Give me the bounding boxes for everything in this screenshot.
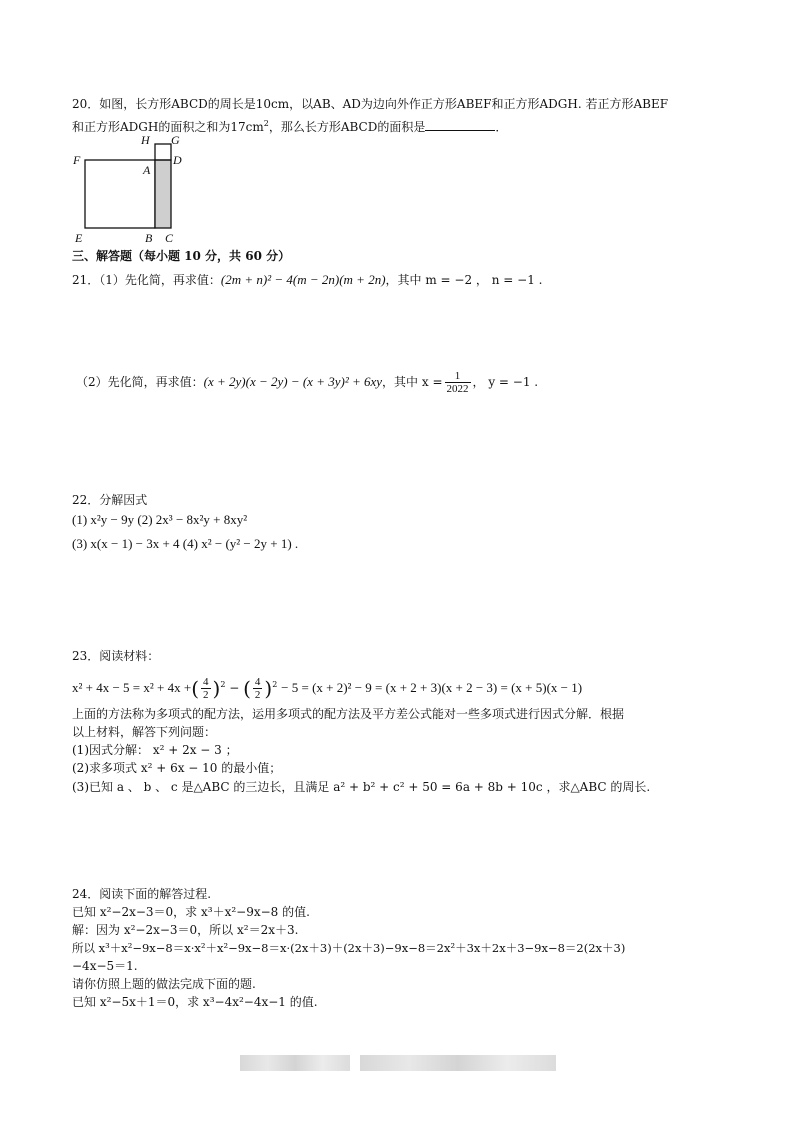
label-g: G [171, 133, 180, 147]
q24-line3: 解：因为 x²−2x−3＝0，所以 x²＝2x＋3. [72, 923, 299, 937]
q23-paragraph2: 以上材料，解答下列问题： [72, 725, 217, 739]
q24-line6: 请你仿照上题的做法完成下面的题. [72, 977, 256, 991]
fraction-numerator: 4 [203, 676, 209, 688]
half-fraction-1 [201, 676, 211, 701]
paren-open-2: ( [243, 676, 251, 701]
q22-line2: (3) x(x − 1) − 3x + 4 (4) x² − (y² − 2y + 1) . [72, 536, 299, 551]
label-c: C [165, 231, 174, 244]
q24-line2: 已知 x²−2x−3＝0，求 x³＋x²−9x−8 的值. [72, 905, 310, 919]
q21-part2-condition-a: ，其中 x = [382, 375, 443, 389]
q21-part1-expression: (2m + n)² − 4(m − 2n)(m + 2n) [220, 272, 386, 287]
equation-end: − 5 = (x + 2)² − 9 = (x + 2 + 3)(x + 2 − 3) = (x + 5)(x − 1) [281, 680, 583, 695]
fraction-numerator: 1 [445, 370, 471, 383]
q23-item1: (1)因式分解： x² + 2x − 3 ； [72, 743, 238, 757]
q21-part1-label: 21．（1）先化简，再求值： [72, 273, 221, 287]
q20-line2-mid: ，那么长方形ABCD的面积是 [268, 120, 426, 134]
paren-open-1: ( [191, 676, 200, 701]
fraction-denominator: 2022 [446, 383, 469, 395]
fraction-numerator: 4 [254, 676, 261, 688]
blurred-watermark-right [360, 1055, 556, 1071]
label-h: H [141, 133, 150, 147]
label-f: F [73, 153, 81, 167]
equation-start: x² + 4x − 5 = x² + 4x + [72, 680, 192, 695]
section-heading: 三、解答题（每小题 10 分，共 60 分） [72, 249, 291, 263]
blurred-watermark-left [240, 1055, 350, 1071]
q24-line7: 已知 x²−5x＋1＝0，求 x³−4x²−4x−1 的值. [72, 995, 318, 1009]
label-b: B [145, 231, 153, 244]
label-d: D [173, 153, 182, 167]
paren-close-2: ) [264, 676, 273, 701]
q20-line2: 和正方形ADGH的面积之和为$17cm^2$，那么长方形ABCD的面积是 ． [72, 119, 508, 134]
answer-blank[interactable] [425, 120, 495, 131]
square-adgh [155, 144, 171, 160]
x-value-fraction [445, 370, 471, 395]
q23-item3: (3)已知 a 、 b 、 c 是△ABC 的三边长，且满足 a² + b² + c² + 50 = 6a + 8b + 10c ，求△ABC 的周长. [72, 780, 651, 794]
q23-title: 23．阅读材料： [72, 649, 160, 663]
fraction-denominator: 2 [254, 689, 261, 701]
q23-equation: x² + 4x − 5 = x² + 4x +( $\frac{4}{2}$ )$^2$ − ( $\frac{4}{2}$ )$^2$ − 5 = (x + 2)² − 9 = (x + 2 + 3)(x + 2 − 3) = (x + 5)(x − 1) [72, 676, 583, 701]
label-e: E [75, 231, 83, 244]
q24-line1: 24．阅读下面的解答过程. [72, 887, 212, 901]
q23-paragraph1: 上面的方法称为多项式的配方法，运用多项式的配方法及平方差公式能对一些多项式进行因式分解．根据 [72, 707, 625, 721]
paren-close-1: ) [212, 676, 221, 701]
q22-line1: (1) x²y − 9y (2) 2x³ − 8x²y + 8xy² [72, 512, 248, 527]
q24-line4: 所以 x³＋x²−9x−8＝x·x²＋x²−9x−8＝x·(2x＋3)＋(2x＋3)−9x−8＝2x²＋3x＋2x＋3−9x−8＝2(2x＋3) [72, 941, 626, 955]
q21-part2-expression: (x + 2y)(x − 2y) − (x + 3y)² + 6xy [203, 374, 383, 389]
q21-part2-label: （2）先化简，再求值： [76, 375, 204, 389]
fraction-denominator: 2 [203, 689, 209, 701]
q21-part2 [76, 368, 538, 396]
rectangle-squares-figure [70, 132, 190, 244]
q20-line2-end: ． [495, 120, 508, 134]
q21-part1 [72, 272, 542, 288]
q20-line2-start: 和正方形ADGH的面积之和为17cm [72, 120, 264, 134]
q22-title: 22．分解因式 [72, 493, 148, 507]
q21-part2-condition-b: ， y = −1 . [472, 375, 539, 389]
q24-line5: −4x−5＝1. [72, 959, 138, 973]
q21-part1-condition: ，其中 m = −2 ， n = −1 . [385, 273, 543, 287]
label-a: A [143, 163, 151, 177]
half-fraction-2 [253, 676, 263, 701]
rectangle-abcd [155, 160, 171, 228]
q23-item2: (2)求多项式 x² + 6x − 10 的最小值； [72, 761, 282, 775]
q20-line1: 20．如图，长方形ABCD的周长是10cm，以AB、AD为边向外作正方形ABEF和正方形ADGH. 若正方形ABEF [72, 97, 669, 111]
